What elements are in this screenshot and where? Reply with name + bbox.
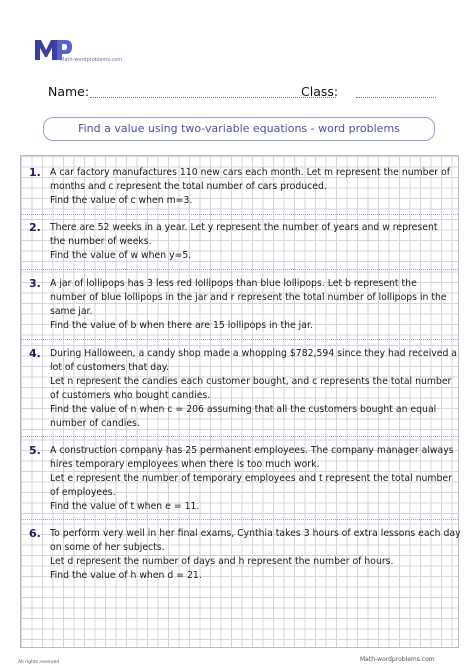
footer-site-link[interactable]: Math-wordproblems.com <box>360 656 435 663</box>
question-number: 6. <box>29 527 41 540</box>
class-label: Class: <box>301 84 339 99</box>
question-line: on some of her subjects. <box>50 542 165 553</box>
question-line: hires temporary employees when there is too much work. <box>50 459 320 470</box>
question-number: 2. <box>29 221 41 234</box>
question-line: months and c represent the total number of cars produced. <box>50 181 327 192</box>
question-line: of employees. <box>50 487 116 498</box>
question-line: A car factory manufactures 110 new cars each month. Let m represent the number of <box>50 167 451 178</box>
logo-subtitle: Math-wordproblems.com <box>60 57 123 63</box>
question-number: 4. <box>29 347 41 360</box>
name-label: Name: <box>48 84 90 99</box>
question-line: number of candies. <box>50 418 140 429</box>
question-number: 1. <box>29 166 41 179</box>
question-line: lot of customers that day. <box>50 362 169 373</box>
question-line: number of blue lollipops in the jar and r represent the total number of lollipops in the <box>50 292 447 303</box>
question-number: 5. <box>29 444 41 457</box>
class-input-line[interactable] <box>356 97 436 98</box>
question-line: Find the value of n when c = 206 assuming that all the customers bought an equal <box>50 404 437 415</box>
question-line: of customers who bought candies. <box>50 390 211 401</box>
question-line: Find the value of t when e = 11. <box>50 501 200 512</box>
question-line: the number of weeks. <box>50 236 152 247</box>
question-line: same jar. <box>50 306 93 317</box>
question-line: To perform very well in her final exams, Cynthia takes 3 hours of extra lessons each day <box>50 528 461 539</box>
question-line: There are 52 weeks in a year. Let y represent the number of years and w represent <box>50 222 438 233</box>
question-divider <box>21 214 458 215</box>
question-line: Let d represent the number of days and h represent the number of hours. <box>50 556 394 567</box>
question-divider <box>21 269 458 270</box>
name-input-line[interactable] <box>90 97 336 98</box>
question-divider <box>21 339 458 340</box>
question-line: Find the value of w when y=5. <box>50 250 192 261</box>
question-grid <box>20 155 459 648</box>
question-number: 3. <box>29 277 41 290</box>
copyright-text: All rights reserved <box>18 660 60 665</box>
question-line: A jar of lollipops has 3 less red lollipops than blue lollipops. Let b represent the <box>50 278 417 289</box>
question-line: During Halloween, a candy shop made a whopping $782,594 since they had received a <box>50 348 457 359</box>
question-line: Let n represent the candies each customer bought, and c represents the total number <box>50 376 452 387</box>
question-divider <box>21 519 458 520</box>
name-class-row <box>48 84 448 104</box>
question-line: Find the value of c when m=3. <box>50 195 193 206</box>
question-divider <box>21 436 458 437</box>
question-line: Let e represent the number of temporary employees and t represent the total number <box>50 473 452 484</box>
question-line: A construction company has 25 permanent employees. The company manager always <box>50 445 454 456</box>
question-line: Find the value of b when there are 15 lollipops in the jar. <box>50 320 313 331</box>
question-line: Find the value of h when d = 21. <box>50 570 202 581</box>
worksheet-title: Find a value using two-variable equations - word problems <box>43 117 435 141</box>
